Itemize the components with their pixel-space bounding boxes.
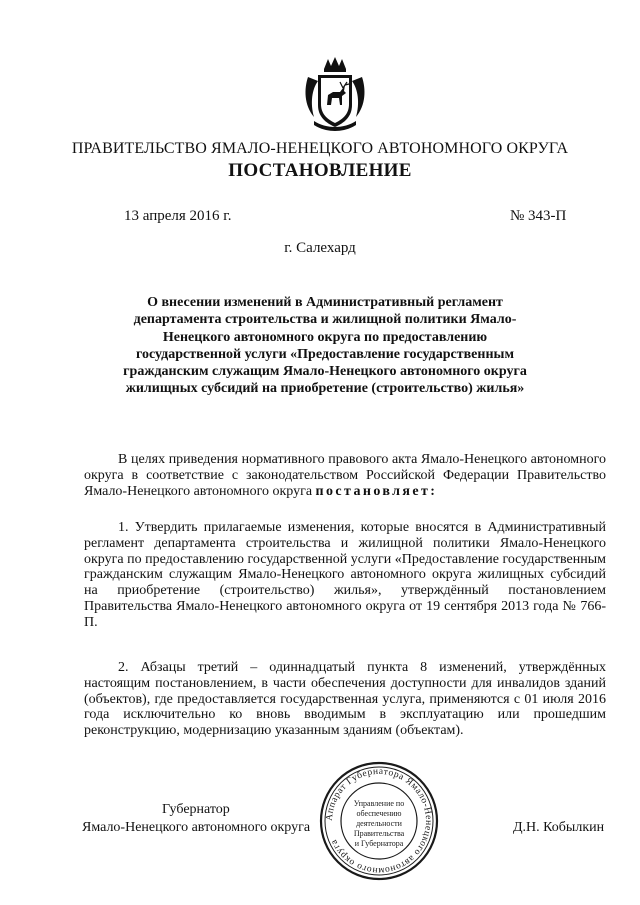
- intro-text: В целях приведения нормативного правового акта Ямало-Ненецкого автономного округа в соответствие с законодательством Российской Федерации Правительство Ямало-Ненецкого автономного округа: [84, 452, 606, 499]
- stamp-line-4: Правительства: [353, 829, 405, 838]
- stamp-line-2: обеспечению: [356, 809, 402, 818]
- government-name: ПРАВИТЕЛЬСТВО ЯМАЛО-НЕНЕЦКОГО АВТОНОМНОГО ОКРУГА: [71, 140, 569, 157]
- stamp-line-5: и Губернатора: [354, 839, 404, 848]
- intro-paragraph: [84, 452, 606, 499]
- resolution-keyword: постановляет:: [315, 483, 438, 499]
- item-2-paragraph: [84, 660, 606, 739]
- item-2-text: 2. Абзацы третий – одиннадцатый пункта 8 изменений, утверждённых настоящим постановлением, в части обеспечения доступности для инвалидов зданий (объектов), где предоставляется государственная услуга, применяются с 01 июля 2016 года исключительно ко вновь вводимым в эксплуатацию или прошедшим реконструкцию, модернизацию указанным зданиям (объектам).: [84, 660, 606, 739]
- signatory-region: Ямало-Ненецкого автономного округа: [82, 820, 311, 835]
- item-1-paragraph: [84, 520, 606, 631]
- document-city: г. Салехард: [284, 240, 356, 256]
- document-type: ПОСТАНОВЛЕНИЕ: [228, 160, 412, 181]
- official-stamp: [318, 760, 440, 882]
- document-number: № 343-П: [510, 208, 567, 224]
- document-title: О внесении изменений в Административный регламент департамента строительства и жилищной политики Ямало-Ненецкого автономного округа по предоставлению государственной услуги «Предоставление государственным гражданским служащим Ямало-Ненецкого автономного округа жилищных субсидий на приобретение (строительство) жилья»: [123, 295, 527, 397]
- coat-of-arms-icon: [300, 55, 370, 133]
- signatory-name: Д.Н. Кобылкин: [513, 820, 605, 835]
- document-date: 13 апреля 2016 г.: [124, 208, 232, 224]
- item-1-text: 1. Утвердить прилагаемые изменения, которые вносятся в Административный регламент департамента строительства и жилищной политики Ямало-Ненецкого округа по предоставлению государственной услуги «Предоставление государственным гражданским служащим Ямало-Ненецкого автономного округа жилищных субсидий на приобретение (строительство) жилья», утверждённый постановлением Правительства Ямало-Ненецкого автономного округа от 19 сентября 2013 года № 766-П.: [84, 520, 606, 630]
- stamp-ring-text: Аппарат Губернатора Ямало-Ненецкого автономного округа: [324, 766, 434, 876]
- stamp-line-1: Управление по: [353, 799, 405, 808]
- stamp-line-3: деятельности: [356, 819, 402, 828]
- signatory-title: Губернатор: [162, 802, 230, 817]
